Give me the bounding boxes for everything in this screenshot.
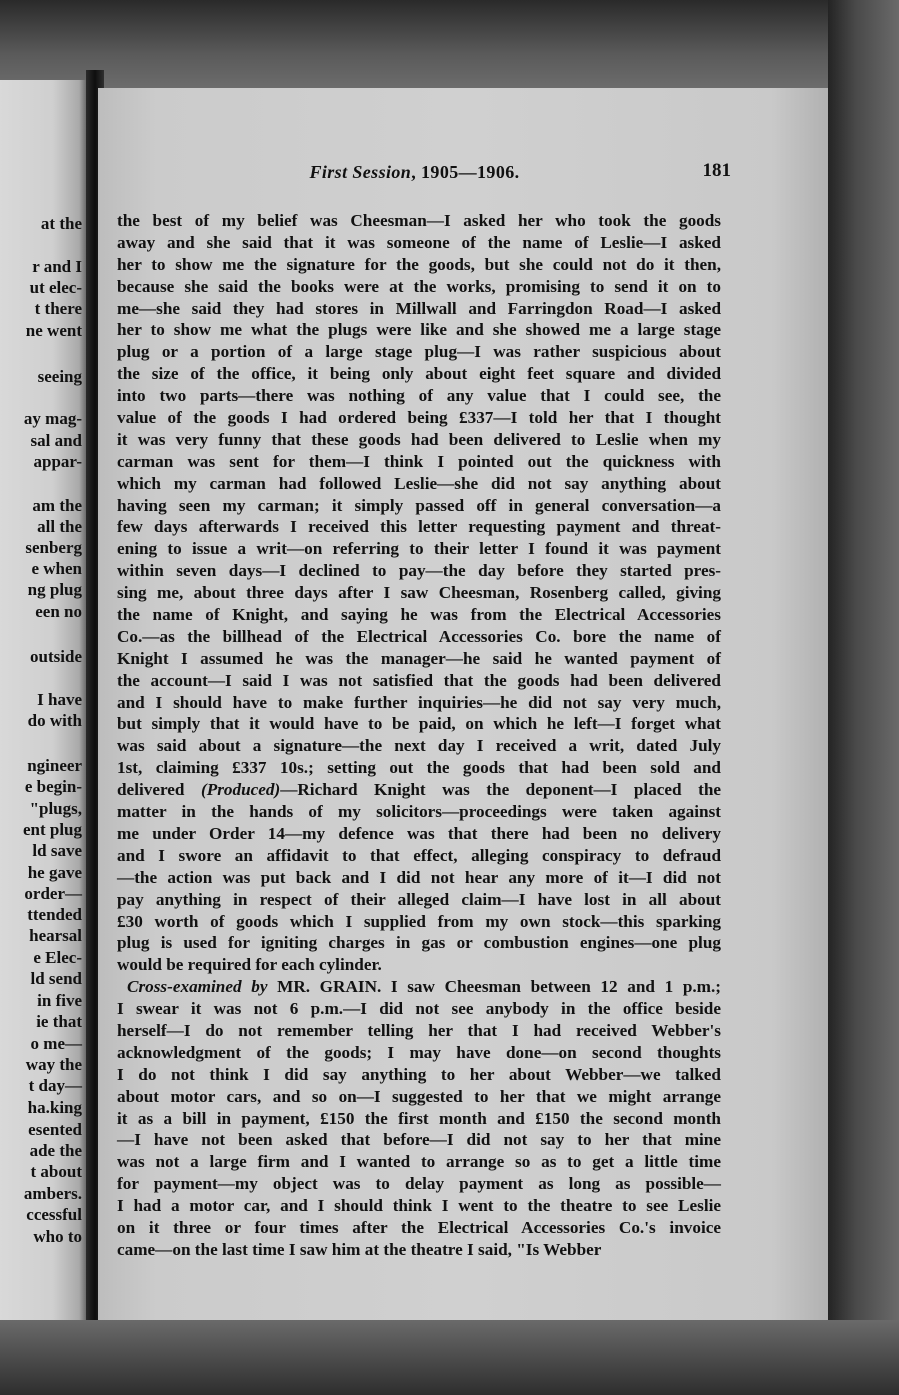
left-page-fragment: t there — [34, 299, 82, 318]
left-page-fragment: he gave — [27, 863, 82, 882]
text-line: about motor cars, and so on—I suggested to her that we might arrange — [117, 1086, 721, 1106]
left-page-fragment: ng plug — [27, 580, 82, 599]
left-page-fragment: t day— — [28, 1076, 82, 1095]
left-page-fragment: ade the — [29, 1141, 82, 1160]
text-line: the best of my belief was Cheesman—I asked her who took the goods — [117, 211, 721, 230]
left-page-fragment: ngineer — [27, 756, 82, 775]
page-body-text — [117, 210, 721, 1261]
left-page-fragment: hearsal — [29, 926, 82, 945]
text-line: the size of the office, it being only about eight feet square and divided — [117, 364, 721, 384]
text-line: within seven days—I declined to pay—the day before they started pres- — [117, 561, 721, 581]
left-page-fragment: een no — [35, 602, 82, 621]
left-page-fragment: r and I — [32, 257, 82, 276]
text-line: delivered (Produced)—Richard Knight was the deponent—I placed the — [117, 780, 722, 800]
text-line: on it three or four times after the Electrical Accessories Co.'s invoice — [117, 1217, 721, 1237]
text-line: it was very funny that these goods had been delivered to Leslie when my — [117, 429, 721, 449]
text-line: came—on the last time I saw him at the theatre I said, "Is Webber — [117, 1239, 602, 1259]
text-line: plug is used for igniting charges in gas or combustion engines—one plug — [117, 933, 721, 953]
text-line: —I have not been asked that before—I did not say to her that mine — [117, 1130, 721, 1150]
text-line: few days afterwards I received this letter requesting payment and threat- — [117, 517, 721, 537]
text-line: into two parts—there was nothing of any value that I could see, the — [117, 386, 721, 406]
text-line: value of the goods I had ordered being £337—I told her that I thought — [117, 408, 721, 428]
text-line: and I swore an affidavit to that effect, alleging conspiracy to defraud — [117, 845, 721, 865]
left-page-fragment: in five — [37, 991, 82, 1010]
left-page-fragment: ne went — [25, 321, 82, 340]
left-page-fragment: "plugs, — [29, 799, 82, 818]
text-line: was said about a signature—the next day I received a writ, dated July — [117, 736, 721, 756]
left-page-fragment: all the — [37, 517, 82, 536]
left-page-fragment: ld save — [32, 841, 82, 860]
text-line: which my carman had followed Leslie—she did not say anything about — [117, 473, 721, 493]
left-page-fragment: ambers. — [23, 1184, 82, 1203]
text-line: plug or a portion of a large stage plug—I was rather suspicious about — [117, 342, 721, 362]
left-page-fragment: ay mag- — [23, 409, 82, 428]
left-page-fragment: order— — [24, 884, 82, 903]
left-page-fragment: ttended — [27, 905, 82, 924]
text-line: herself—I do not remember telling her that I had received Webber's — [117, 1020, 721, 1040]
text-line: carman was sent for them—I think I pointed out the quickness with — [117, 451, 721, 471]
text-line: me—she said they had stores in Millwall and Farringdon Road—I asked — [117, 298, 721, 318]
text-line: having seen my carman; it simply passed off in general conversation—a — [117, 495, 721, 515]
left-page-fragment: appar- — [33, 452, 82, 471]
scan-top-shadow — [0, 0, 899, 90]
scan-bottom-shadow — [0, 1320, 899, 1395]
text-line: because she said the books were at the works, promising to send it on to — [117, 276, 721, 296]
text-line: £30 worth of goods which I supplied from my own stock—this sparking — [117, 911, 721, 931]
left-page-fragment: ie that — [36, 1012, 82, 1031]
left-page-fragment: ccessful — [26, 1205, 82, 1224]
text-line: I had a motor car, and I should think I went to the theatre to see Leslie — [117, 1196, 721, 1216]
text-line: her to show me what the plugs were like and she showed me a large stage — [117, 320, 721, 340]
left-page-fragment: outside — [30, 647, 82, 666]
text-line: but simply that it would have to be paid, on which he left—I forget what — [117, 714, 721, 734]
text-line: acknowledgment of the goods; I may have done—on second thoughts — [117, 1042, 721, 1062]
left-page-fragment: am the — [32, 496, 82, 515]
text-line: Co.—as the billhead of the Electrical Accessories Co. bore the name of — [117, 626, 721, 646]
left-page-fragment: senberg — [25, 538, 82, 557]
text-line: the account—I said I was not satisfied that the goods had been delivered — [117, 670, 721, 690]
left-page-fragment: at the — [40, 214, 82, 233]
text-line: 1st, claiming £337 10s.; setting out the goods that had been sold and — [117, 758, 721, 778]
text-line: I do not think I did say anything to her about Webber—we talked — [117, 1064, 721, 1084]
left-page-fragment: do with — [27, 711, 82, 730]
left-page-fragment: e when — [31, 559, 82, 578]
text-line: —the action was put back and I did not hear any more of it—I did not — [117, 867, 721, 887]
page-header — [98, 162, 731, 188]
text-line: Knight I assumed he was the manager—he said he wanted payment of — [117, 648, 721, 668]
text-line: it as a bill in payment, £150 the first month and £150 the second month — [117, 1108, 721, 1128]
left-page-fragment: ha.king — [27, 1098, 82, 1117]
text-line: I swear it was not 6 p.m.—I did not see anybody in the office beside — [117, 999, 721, 1019]
text-line: was not a large firm and I wanted to arrange so as to get a little time — [117, 1152, 721, 1172]
session-label: First Session — [309, 162, 412, 182]
left-page-edge — [0, 80, 88, 1330]
page-number: 181 — [702, 160, 731, 181]
scan-right-edge — [828, 0, 899, 1395]
left-page-fragment: I have — [37, 690, 82, 709]
text-line: her to show me the signature for the goods, but she could not do it then, — [117, 254, 721, 274]
italic-produced: (Produced) — [200, 780, 281, 800]
left-page-fragment: seeing — [37, 367, 82, 386]
text-line: and I should have to make further inquiries—he did not say very much, — [117, 692, 721, 712]
left-page-fragment: t about — [30, 1162, 82, 1181]
text-line: the name of Knight, and saying he was from the Electrical Accessories — [117, 605, 721, 625]
text-line: sing me, about three days after I saw Cheesman, Rosenberg called, giving — [117, 583, 721, 603]
text-line: for payment—my object was to delay payment as long as possible— — [117, 1174, 721, 1194]
text-line: would be required for each cylinder. — [117, 955, 382, 975]
left-page-fragment: way the — [25, 1055, 82, 1074]
left-page-fragment: e Elec- — [33, 948, 82, 967]
left-page-fragment: ld send — [30, 969, 82, 988]
left-page-fragment: e begin- — [24, 777, 82, 796]
left-page-fragment: ent plug — [22, 820, 82, 839]
text-line: me under Order 14—my defence was that there had been no delivery — [117, 823, 721, 843]
running-head — [98, 162, 731, 183]
session-years: , 1905—1906. — [411, 162, 520, 182]
left-page-fragment: who to — [33, 1227, 82, 1246]
text-line: matter in the hands of my solicitors—proceedings were taken against — [117, 802, 721, 822]
text-line: ening to issue a writ—on referring to their letter I found it was payment — [117, 539, 721, 559]
left-page-fragment: o me— — [30, 1034, 82, 1053]
left-page-fragment: ut elec- — [29, 278, 82, 297]
text-line: Cross-examined by MR. GRAIN. I saw Cheesman between 12 and 1 p.m.; — [127, 977, 722, 997]
left-page-fragment: esented — [28, 1120, 82, 1139]
italic-cross-examined: Cross-examined by — [127, 977, 268, 997]
text-line: pay anything in respect of their alleged claim—I have lost in all about — [117, 889, 721, 909]
left-page-fragment: sal and — [30, 431, 82, 450]
text-line: away and she said that it was someone of the name of Leslie—I asked — [117, 232, 721, 252]
